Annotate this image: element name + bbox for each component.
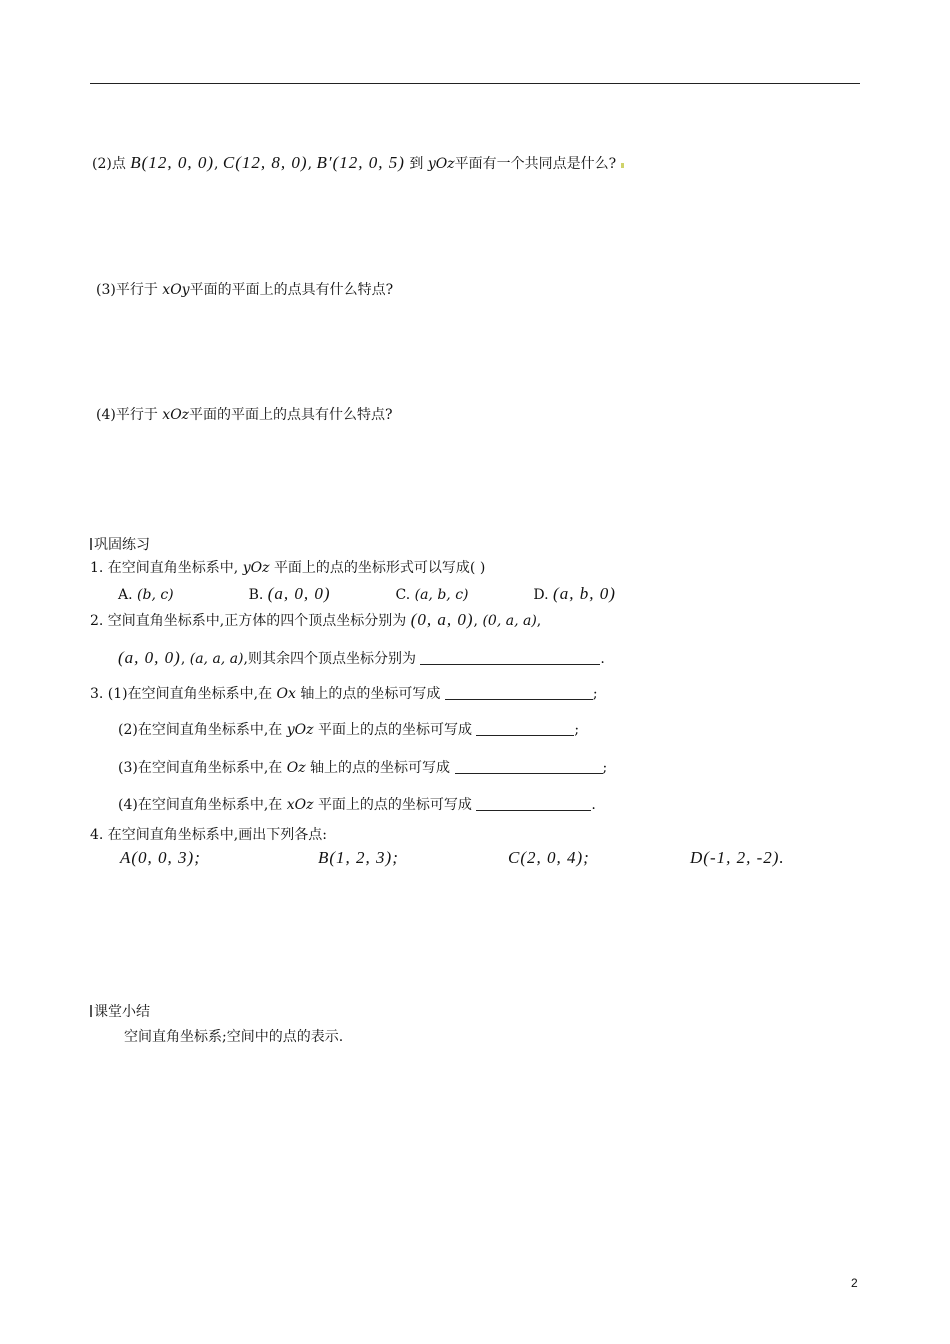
question-3: (3)平行于 xOy平面的平面上的点具有什么特点? xyxy=(96,282,394,298)
practice-2-line2: (a, 0, 0), (a, a, a),则其余四个顶点坐标分别为 . xyxy=(118,648,605,667)
option-d: D. (a, b, 0) xyxy=(533,584,616,603)
point-b-prime: B′(12, 0, 5) xyxy=(316,153,405,172)
practice-4-point-b: B(1, 2, 3); xyxy=(318,848,399,867)
option-c: C. (a, b, c) xyxy=(395,587,469,603)
option-a: A. (b, c) xyxy=(118,587,174,603)
plane-xoy: xOy xyxy=(162,282,190,298)
answer-blank-3-4[interactable] xyxy=(476,796,591,811)
plane-xoz: xOz xyxy=(162,407,190,423)
practice-heading: 巩固练习 xyxy=(90,535,150,555)
practice-2-line1: 2. 空间直角坐标系中,正方体的四个顶点坐标分别为 (0, a, 0), (0, a, a), xyxy=(90,610,542,629)
option-b: B. (a, 0, 0) xyxy=(248,584,331,603)
header-rule xyxy=(90,83,860,84)
summary-heading: 课堂小结 xyxy=(90,1002,150,1022)
summary-text: 空间直角坐标系;空间中的点的表示. xyxy=(124,1029,344,1045)
practice-1-options xyxy=(118,584,616,605)
point-c: C(12, 8, 0) xyxy=(222,153,308,172)
question-2: (2)点 B(12, 0, 0), C(12, 8, 0), B′(12, 0, 5) 到 yOz平面有一个共同点是什么? xyxy=(92,153,624,174)
practice-4: 4. 在空间直角坐标系中,画出下列各点: xyxy=(90,827,327,843)
heading-marker xyxy=(90,538,92,550)
answer-blank-3-1[interactable] xyxy=(445,685,593,700)
heading-marker xyxy=(90,1005,92,1017)
answer-blank-3-2[interactable] xyxy=(476,721,574,736)
mark-dot xyxy=(621,163,624,168)
point-b: B(12, 0, 0) xyxy=(130,153,215,172)
practice-3-1: 3. (1)在空间直角坐标系中,在 Ox 轴上的点的坐标可写成 ; xyxy=(90,686,598,702)
practice-3-2: (2)在空间直角坐标系中,在 yOz 平面上的点的坐标可写成 ; xyxy=(118,722,580,738)
practice-4-point-a: A(0, 0, 3); xyxy=(120,848,201,867)
practice-4-point-d: D(-1, 2, -2). xyxy=(690,848,785,867)
practice-4-point-c: C(2, 0, 4); xyxy=(508,848,590,867)
practice-1: 1. 在空间直角坐标系中, yOz 平面上的点的坐标形式可以写成( ) xyxy=(90,560,486,576)
answer-blank-3-3[interactable] xyxy=(455,759,603,774)
practice-3-4: (4)在空间直角坐标系中,在 xOz 平面上的点的坐标可写成 . xyxy=(118,797,596,813)
plane-yoz: yOz xyxy=(427,156,455,172)
practice-3-3: (3)在空间直角坐标系中,在 Oz 轴上的点的坐标可写成 ; xyxy=(118,760,608,776)
answer-blank-2[interactable] xyxy=(420,650,600,665)
question-4: (4)平行于 xOz平面的平面上的点具有什么特点? xyxy=(96,407,393,423)
page-number: 2 xyxy=(851,1276,858,1290)
